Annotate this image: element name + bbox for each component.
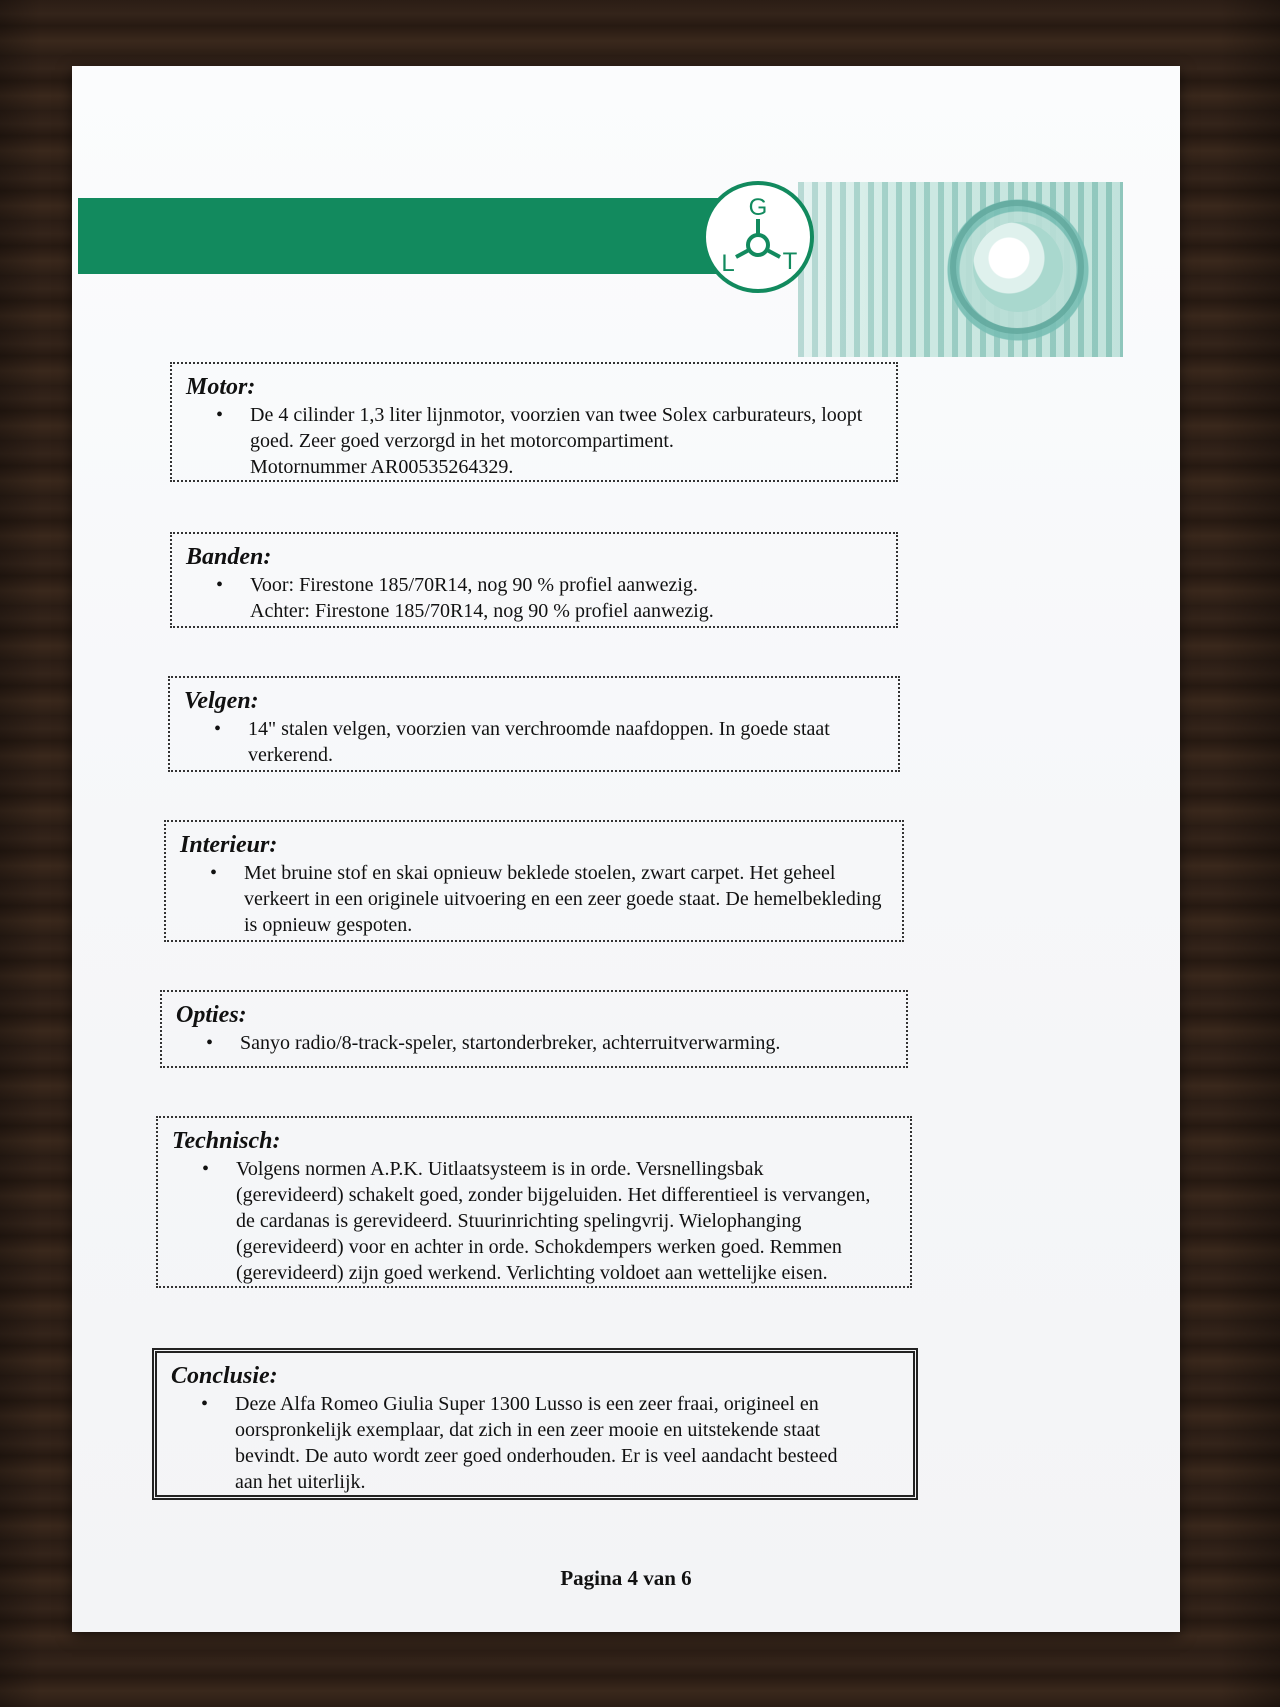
logo-letter-t: T	[782, 248, 798, 275]
section-opties	[160, 990, 908, 1068]
section-interieur	[164, 820, 904, 942]
section-technisch	[156, 1116, 912, 1288]
section-text-line: verkeert in een originele uitvoering en een zeer goede staat. De hemelbekleding	[244, 888, 882, 910]
page-of-label: van	[643, 1566, 676, 1590]
section-title: Technisch:	[172, 1128, 281, 1154]
bullet-icon: •	[202, 1158, 210, 1180]
section-text-line: Deze Alfa Romeo Giulia Super 1300 Lusso is een zeer fraai, origineel en	[235, 1393, 819, 1415]
section-text-line: de cardanas is gerevideerd. Stuurinrichting spelingvrij. Wielophanging	[236, 1210, 802, 1232]
page-label: Pagina	[560, 1566, 623, 1590]
section-text-line: 14" stalen velgen, voorzien van verchroomde naafdoppen. In goede staat	[248, 718, 830, 740]
section-bullet-item	[184, 716, 884, 768]
section-text-line: Met bruine stof en skai opnieuw beklede stoelen, zwart carpet. Het geheel	[244, 862, 836, 884]
section-text-line: Volgens normen A.P.K. Uitlaatsysteem is in orde. Versnellingsbak	[236, 1158, 764, 1180]
bullet-icon: •	[216, 574, 224, 596]
section-text-line: Sanyo radio/8-track-speler, startonderbreker, achterruitverwarming.	[240, 1032, 781, 1054]
section-velgen	[168, 676, 900, 772]
section-bullet-item	[172, 1156, 896, 1286]
section-title: Velgen:	[184, 688, 259, 714]
section-text-line: De 4 cilinder 1,3 liter lijnmotor, voorzien van twee Solex carburateurs, loopt	[250, 404, 863, 426]
section-bullet-item	[180, 860, 888, 938]
bullet-icon: •	[201, 1393, 209, 1415]
section-text-line: Voor: Firestone 185/70R14, nog 90 % profiel aanwezig.	[250, 574, 698, 596]
section-bullet-item	[176, 1030, 892, 1056]
bullet-icon: •	[216, 404, 224, 426]
section-text-line: verkerend.	[248, 744, 333, 766]
document-page	[72, 66, 1180, 1632]
section-text-line: Motornummer AR00535264329.	[250, 456, 514, 478]
section-motor	[170, 362, 898, 482]
bullet-icon: •	[210, 862, 218, 884]
total-pages-number: 6	[681, 1566, 692, 1590]
section-conclusie	[152, 1348, 918, 1500]
logo-letter-l: L	[721, 250, 735, 277]
section-title: Opties:	[176, 1002, 247, 1028]
section-bullet-item	[186, 402, 882, 480]
section-title: Interieur:	[180, 832, 278, 858]
section-bullet-item	[171, 1391, 899, 1495]
bullet-icon: •	[206, 1032, 214, 1054]
section-text-line: oorspronkelijk exemplaar, dat zich in een zeer mooie en uitstekende staat	[235, 1419, 821, 1441]
page-header	[78, 91, 1118, 277]
section-bullet-item	[186, 572, 882, 624]
logo-letter-g: G	[748, 194, 768, 221]
headlight-glass	[973, 222, 1063, 312]
got-logo	[700, 179, 816, 295]
section-title: Conclusie:	[171, 1363, 278, 1389]
section-text-line: bevindt. De auto wordt zeer goed onderhouden. Er is veel aandacht besteed	[235, 1445, 838, 1467]
page-number-footer	[72, 1566, 1180, 1591]
section-text-line: is opnieuw gespoten.	[244, 914, 413, 936]
header-headlight-image	[798, 182, 1123, 357]
section-text-line: goed. Zeer goed verzorgd in het motorcompartiment.	[250, 430, 674, 452]
section-text-line: Achter: Firestone 185/70R14, nog 90 % profiel aanwezig.	[250, 600, 714, 622]
header-green-band	[78, 198, 728, 274]
section-text-line: (gerevideerd) schakelt goed, zonder bijgeluiden. Het differentieel is vervangen,	[236, 1184, 871, 1206]
section-text-line: aan het uiterlijk.	[235, 1471, 366, 1493]
section-title: Motor:	[186, 374, 256, 400]
section-text-line: (gerevideerd) zijn goed werkend. Verlichting voldoet aan wettelijke eisen.	[236, 1262, 828, 1284]
bullet-icon: •	[214, 718, 222, 740]
section-text-line: (gerevideerd) voor en achter in orde. Schokdempers werken goed. Remmen	[236, 1236, 842, 1258]
section-banden	[170, 532, 898, 628]
current-page-number: 4	[627, 1566, 638, 1590]
section-title: Banden:	[186, 544, 272, 570]
